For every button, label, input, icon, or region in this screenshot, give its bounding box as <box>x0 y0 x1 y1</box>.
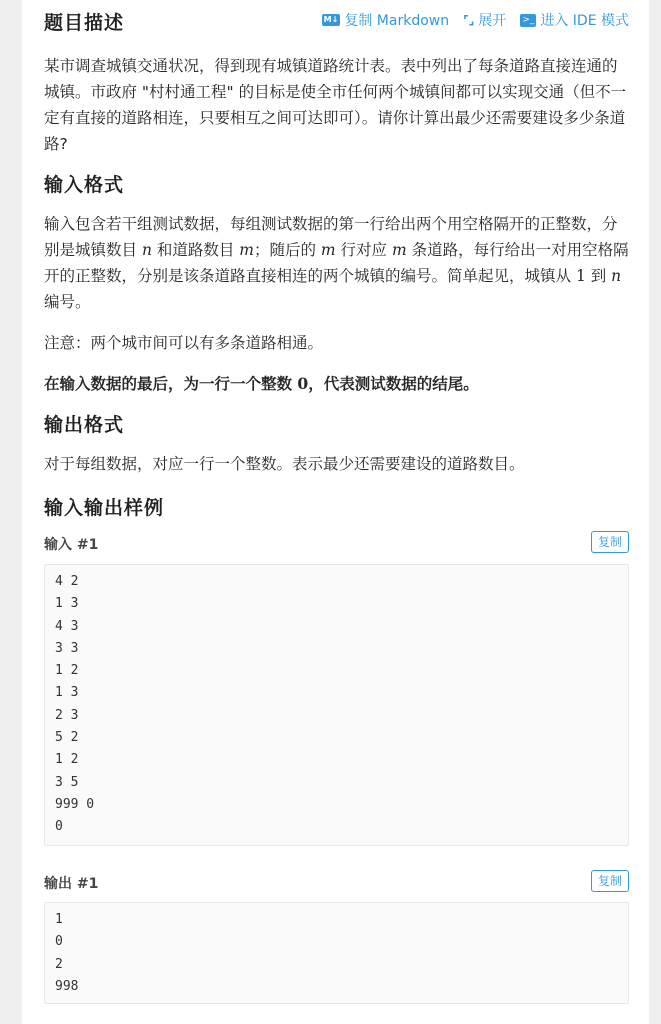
input-format-text-3: ；随后的 <box>253 241 321 259</box>
input-format-text-1: 输入包含若干组测试数据，每组测试数据的第一行给出两个用空格隔开的正整数，分别是城镇数目 <box>44 215 618 259</box>
copy-input-button[interactable]: 复制 <box>591 531 629 553</box>
sample-output-box[interactable]: 1 0 2 998 <box>44 902 629 1004</box>
problem-description: 某市调查城镇交通状况，得到现有城镇道路统计表。表中列出了每条道路直接连通的城镇。市政府 "村村通工程" 的目标是使全市任何两个城镇间都可以实现交通（但不一定有直接的道路相连，只要相互之间可达即可）。请你计算出最少还需要建设多少条道路? <box>44 57 627 153</box>
terminal-icon: >_ <box>522 14 535 25</box>
math-m: m <box>320 241 336 259</box>
input-format-title: 输入格式 <box>44 174 125 196</box>
page-title: 题目描述 <box>44 12 125 34</box>
input-format-note: 注意：两个城市间可以有多条道路相通。 <box>44 334 324 352</box>
expand-label: 展开 <box>478 13 507 29</box>
expand-button[interactable] <box>463 10 506 30</box>
sample-output-header <box>44 846 629 902</box>
math-n: n <box>611 267 622 285</box>
header <box>44 0 629 44</box>
input-format-text-6: 到 <box>585 267 612 285</box>
math-n: n <box>141 241 152 259</box>
input-format-paragraph <box>44 211 629 315</box>
samples-title: 输入输出样例 <box>44 497 165 519</box>
ide-mode-label: 进入 IDE 模式 <box>540 13 629 29</box>
terminator-text-2: ，代表测试数据的结尾。 <box>308 375 479 393</box>
ide-mode-button[interactable] <box>520 10 629 30</box>
math-zero: 0 <box>297 374 309 393</box>
terminator-text-1: 在输入数据的最后，为一行一个整数 <box>44 375 298 393</box>
sample-input-header <box>44 524 629 564</box>
input-format-text-2: 和道路数目 <box>151 241 240 259</box>
math-m: m <box>239 241 254 259</box>
header-actions <box>322 10 629 30</box>
input-format-text-5: 条道路，每行给出一对用空格隔开的正整数，分别是该条道路直接相连的两个城镇的编号。简单起见，城镇从 <box>44 241 629 285</box>
output-format-text: 对于每组数据，对应一行一个整数。表示最少还需要建设的道路数目。 <box>44 455 525 473</box>
input-format-text-7: 编号。 <box>44 293 91 311</box>
copy-markdown-label: 复制 Markdown <box>344 13 450 29</box>
markdown-icon: M↓ <box>323 15 339 24</box>
sample-input-label: 输入 #1 <box>44 537 99 553</box>
output-format-title: 输出格式 <box>44 414 125 436</box>
input-format-text-4: 行对应 <box>335 241 392 259</box>
copy-output-button[interactable]: 复制 <box>591 870 629 892</box>
sample-output-label: 输出 #1 <box>44 876 99 892</box>
copy-markdown-button[interactable] <box>322 10 449 30</box>
math-one: 1 <box>575 267 586 285</box>
problem-card <box>22 0 649 1024</box>
expand-icon: ⌜⌟ <box>463 13 475 27</box>
sample-input-box[interactable]: 4 2 1 3 4 3 3 3 1 2 1 3 2 3 5 2 1 2 3 5 999 0 0 <box>44 564 629 846</box>
input-format-terminator <box>44 371 629 397</box>
math-m: m <box>391 241 407 259</box>
